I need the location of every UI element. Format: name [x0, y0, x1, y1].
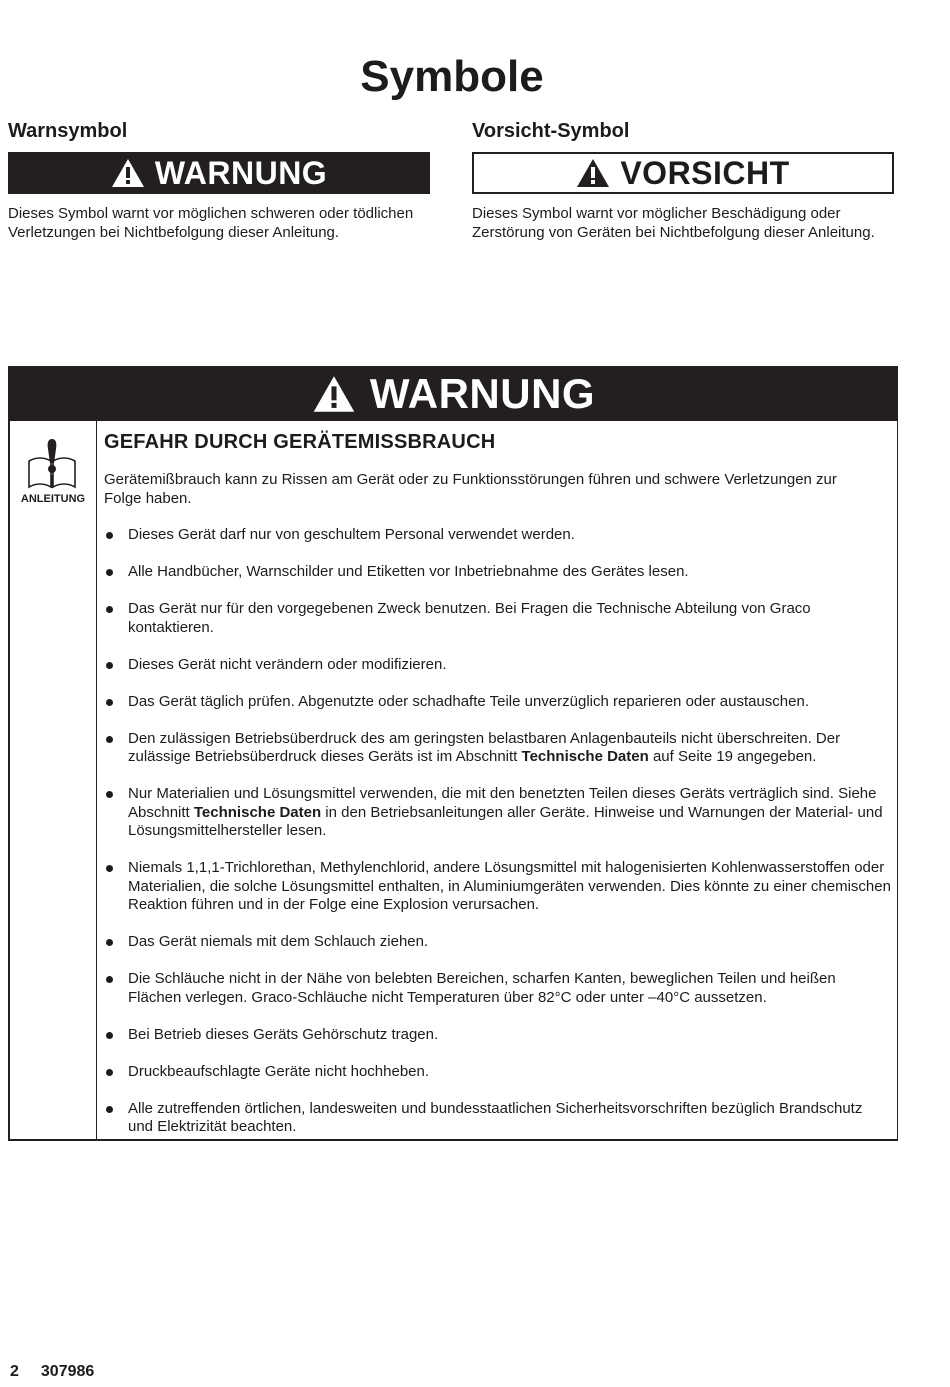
caution-triangle-icon [576, 158, 610, 188]
list-item-text: Niemals 1,1,1-Trichlorethan, Methylenchlorid, andere Lösungsmittel mit halogenisierten Kohlenwasserstoffen oder Materialien, die solche Lösungsmittel enthalten, in Aluminiumgeräten verwenden. Dies könnte zu einer chemischen Reaktion führen und in der Folge eine Explosion verursachen. [128, 859, 891, 913]
list-item-text: Alle Handbücher, Warnschilder und Etiketten vor Inbetriebnahme des Gerätes lesen. [128, 563, 689, 580]
list-item [104, 1026, 891, 1045]
bullet-icon [106, 791, 113, 798]
list-item-text: Dieses Gerät nicht verändern oder modifizieren. [128, 655, 447, 673]
list-item [104, 526, 891, 545]
list-item [104, 730, 891, 767]
list-item [104, 970, 891, 1007]
caution-symbol-description: Dieses Symbol warnt vor möglicher Beschädigung oder Zerstörung von Geräten bei Nichtbefolgung dieser Anleitung. [472, 205, 875, 241]
warning-box-body [10, 421, 897, 1139]
list-item [104, 563, 891, 582]
list-item-text-continued: auf Seite 19 angegeben. [648, 748, 817, 765]
warn-symbol-description: Dieses Symbol warnt vor möglichen schweren oder tödlichen Verletzungen bei Nichtbefolgung dieser Anleitung. [8, 205, 414, 241]
list-item-text: Bei Betrieb dieses Geräts Gehörschutz tragen. [128, 1025, 439, 1043]
list-item [104, 859, 891, 915]
equipment-misuse-warning-box [8, 366, 898, 1141]
list-item [104, 933, 891, 952]
warning-triangle-icon [111, 158, 145, 188]
icon-column [10, 421, 97, 1139]
caution-banner-label: VORSICHT [620, 154, 790, 191]
bullet-icon [106, 736, 113, 743]
hazard-intro: Gerätemißbrauch kann zu Rissen am Gerät oder zu Funktionsstörungen führen und schwere Verletzungen zur Folge haben. [104, 471, 837, 507]
list-item [104, 1063, 891, 1082]
warning-box-banner [10, 366, 897, 421]
warning-box-banner-label: WARNUNG [369, 369, 596, 417]
warn-symbol-section [8, 118, 430, 242]
list-item-text: Druckbeaufschlagte Geräte nicht hochheben. [128, 1062, 430, 1080]
page-footer [10, 1363, 94, 1381]
page-number: 2 [10, 1363, 19, 1380]
document-number: 307986 [40, 1363, 95, 1380]
list-item [104, 693, 891, 712]
manual-icon-label: ANLEITUNG [20, 493, 86, 505]
list-item [104, 656, 891, 675]
warning-content [97, 421, 897, 1139]
list-item-text: Das Gerät täglich prüfen. Abgenutzte oder schadhafte Teile unverzüglich reparieren oder austauschen. [128, 692, 809, 710]
bullet-icon [106, 569, 113, 576]
bullet-icon [106, 606, 113, 613]
bullet-icon [106, 662, 113, 669]
list-item-text-continued: in den Betriebsanleitungen aller Geräte. Hinweise und Warnungen der Material- und Lösungsmittelhersteller lesen. [128, 803, 883, 839]
safety-rules-list [104, 526, 891, 1137]
bullet-icon [106, 1069, 113, 1076]
bullet-icon [106, 976, 113, 983]
list-item-bold-text: Technische Daten [521, 748, 649, 765]
list-item [104, 600, 891, 637]
list-item-text: Dieses Gerät darf nur von geschultem Personal verwendet werden. [128, 526, 575, 543]
bullet-icon [106, 939, 113, 946]
bullet-icon [106, 532, 113, 539]
caution-banner [472, 152, 894, 194]
list-item-text: Das Gerät nur für den vorgegebenen Zweck benutzen. Bei Fragen die Technische Abteilung von Graco kontaktieren. [128, 600, 811, 636]
list-item-text: Alle zutreffenden örtlichen, landesweiten und bundesstaatlichen Sicherheitsvorschriften bezüglich Brandschutz und Elektrizität beachten. [128, 1099, 863, 1135]
list-item [104, 1100, 891, 1137]
hazard-title: GEFAHR DURCH GERÄTEMISSBRAUCH [104, 431, 496, 453]
bullet-icon [106, 1032, 113, 1039]
list-item-text: Das Gerät niemals mit dem Schlauch ziehen. [128, 933, 429, 950]
bullet-icon [106, 1106, 113, 1113]
page-title: Symbole [360, 52, 544, 101]
list-item-text: Die Schläuche nicht in der Nähe von belebten Bereichen, scharfen Kanten, beweglichen Teilen und heißen Flächen verlegen. Graco-Schläuche nicht Temperaturen über 82°C oder unter –40°C aussetzen. [128, 970, 836, 1006]
bullet-icon [106, 699, 113, 706]
list-item-bold-text: Technische Daten [193, 803, 322, 821]
list-item-text: Den zulässigen Betriebsüberdruck des am geringsten belastbaren Anlagenbauteils nicht überschreiten. Der zulässige Betriebsüberdruck dieses Geräts ist im Abschnitt [128, 729, 841, 765]
warning-triangle-icon [312, 375, 356, 413]
warning-banner-label: WARNUNG [154, 154, 328, 191]
warn-symbol-heading: Warnsymbol [8, 120, 128, 142]
manual-warning-icon [26, 435, 78, 491]
caution-symbol-heading: Vorsicht-Symbol [472, 120, 630, 142]
caution-symbol-section [472, 118, 894, 242]
list-item [104, 785, 891, 841]
list-item-text: Nur Materialien und Lösungsmittel verwenden, die mit den benetzten Teilen dieses Geräts verträglich sind. Siehe Abschnitt [128, 785, 877, 821]
warning-banner [8, 152, 430, 194]
bullet-icon [106, 865, 113, 872]
